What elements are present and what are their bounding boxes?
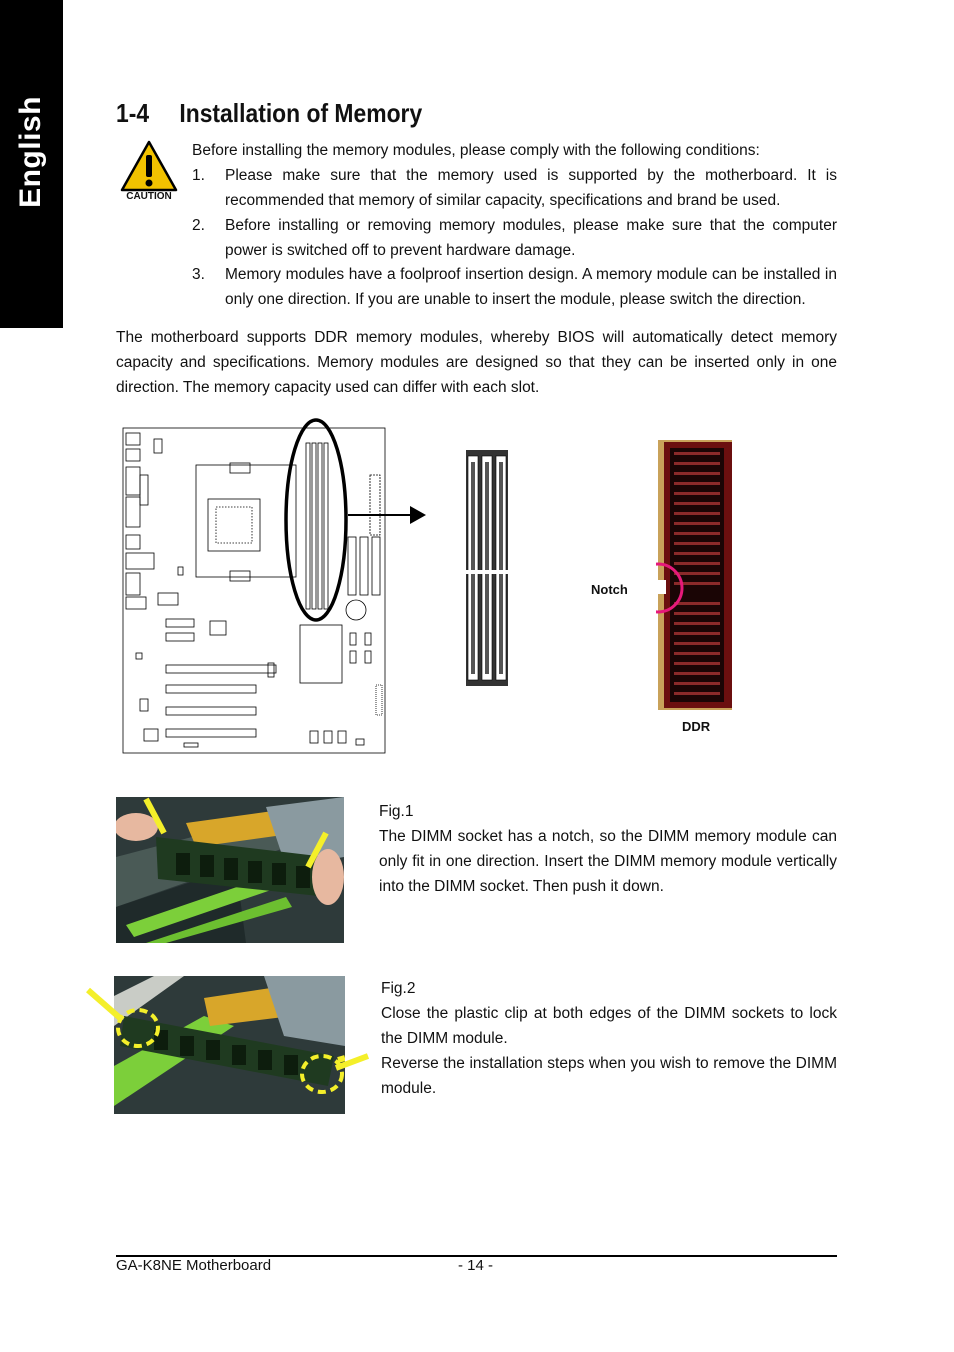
fig1-label: Fig.1	[379, 803, 414, 820]
caution-label: CAUTION	[126, 191, 172, 202]
list-number: 3.	[192, 266, 205, 283]
motherboard-layout-diagram	[110, 415, 440, 760]
notch-label: Notch	[591, 582, 628, 597]
footer-page-number: - 14 -	[458, 1257, 494, 1274]
list-text: Memory modules have a foolproof insertion design. A memory module can be installed in only one direction. If you are unable to insert the module, please switch the direction.	[225, 266, 837, 308]
list-text: Please make sure that the memory used is supported by the motherboard. It is recommended that memory of similar capacity, specifications and brand be used.	[225, 167, 837, 209]
intro-text: Before installing the memory modules, please comply with the following conditions:	[192, 142, 760, 159]
fig2-text: Close the plastic clip at both edges of the DIMM sockets to lock the DIMM module.	[381, 1005, 837, 1047]
fig1-text: The DIMM socket has a notch, so the DIMM memory module can only fit in one direction. Insert the DIMM memory module vertically into the DIMM socket. Then push it down.	[379, 828, 837, 895]
fig1-photo	[116, 797, 344, 943]
list-text: Before installing or removing memory modules, please make sure that the computer power is switched off to prevent hardware damage.	[225, 217, 837, 259]
section-title: Installation of Memory	[179, 98, 423, 128]
footer-product: GA-K8NE Motherboard	[116, 1257, 272, 1274]
list-number: 1.	[192, 167, 205, 184]
body-paragraph: The motherboard supports DDR memory modules, whereby BIOS will automatically detect memory capacity and specifications. Memory modules are designed so that they can be inserted only in one direction. The memory capacity used can differ with each slot.	[116, 329, 837, 396]
fig2-photo	[114, 976, 345, 1114]
fig2-label: Fig.2	[381, 980, 416, 997]
list-item	[192, 163, 837, 213]
list-item	[192, 262, 837, 312]
section-number: 1-4	[116, 98, 150, 128]
section-heading	[116, 98, 422, 129]
list-number: 2.	[192, 217, 205, 234]
dimm-slots-diagram	[466, 450, 508, 686]
ddr-label: DDR	[682, 719, 711, 734]
side-tab-label: English	[14, 96, 47, 208]
ddr-module-diagram	[656, 440, 734, 712]
caution-icon	[118, 140, 180, 206]
fig2-arrow-left-icon	[84, 986, 124, 1022]
list-item	[192, 213, 837, 263]
fig2-text-remove: Reverse the installation steps when you wish to remove the DIMM module.	[381, 1055, 837, 1097]
language-side-tab	[0, 0, 63, 328]
fig2-arrow-right-icon	[334, 1052, 370, 1072]
